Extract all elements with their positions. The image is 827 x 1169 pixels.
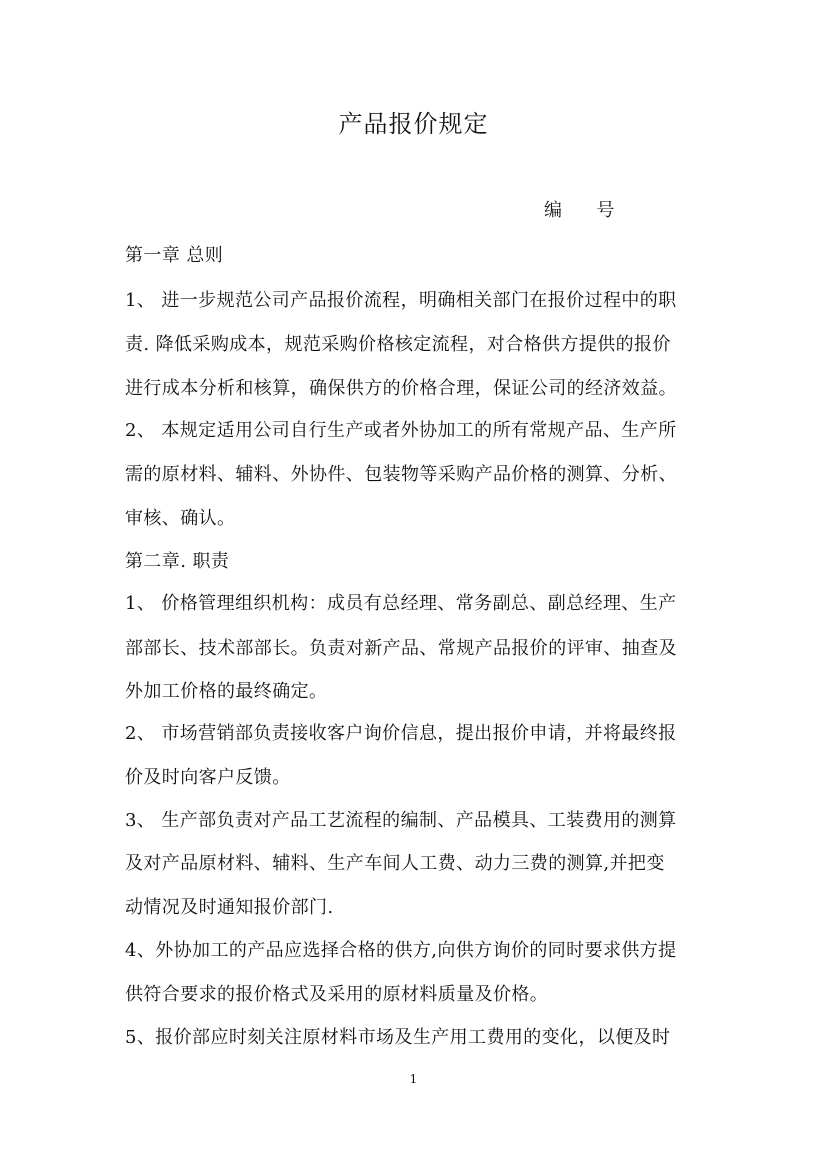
body-line: 价及时向客户反馈。 bbox=[125, 767, 291, 788]
body-line: 3、 生产部负责对产品工艺流程的编制、产品模具、工装费用的测算 bbox=[125, 810, 677, 831]
body-line: 需的原材料、辅料、外协件、包装物等采购产品价格的测算、分析、 bbox=[125, 464, 677, 485]
body-line: 审核、确认。 bbox=[125, 508, 236, 529]
body-line: 2、 本规定适用公司自行生产或者外协加工的所有常规产品、生产所 bbox=[125, 420, 677, 441]
body-line: 进行成本分析和核算，确保供方的价格合理，保证公司的经济效益。 bbox=[125, 378, 677, 399]
body-line: 及对产品原材料、辅料、生产车间人工费、动力三费的测算,并把变 bbox=[125, 853, 665, 874]
body-line: 5、报价部应时刻关注原材料市场及生产用工费用的变化，以便及时 bbox=[125, 1027, 671, 1048]
body-line: 2、 市场营销部负责接收客户询价信息，提出报价申请，并将最终报 bbox=[125, 723, 677, 744]
body-line: 责. 降低采购成本，规范采购价格核定流程，对合格供方提供的报价 bbox=[125, 334, 671, 355]
body-line: 1、 进一步规范公司产品报价流程，明确相关部门在报价过程中的职 bbox=[125, 290, 677, 311]
body-line: 1、 价格管理组织机构：成员有总经理、常务副总、副总经理、生产 bbox=[125, 593, 677, 614]
body-line: 供符合要求的报价格式及采用的原材料质量及价格。 bbox=[125, 984, 549, 1005]
page-number: 1 bbox=[409, 1072, 418, 1086]
document-code-label: 编 号 bbox=[544, 200, 615, 221]
document-title: 产品报价规定 bbox=[338, 110, 489, 138]
body-line: 4、外协加工的产品应选择合格的供方,向供方询价的同时要求供方提 bbox=[125, 940, 677, 961]
chapter-heading-2: 第二章. 职责 bbox=[125, 551, 230, 572]
body-line: 动情况及时通知报价部门. bbox=[125, 897, 334, 918]
body-line: 部部长、技术部部长。负责对新产品、常规产品报价的评审、抽查及 bbox=[125, 638, 677, 659]
body-line: 外加工价格的最终确定。 bbox=[125, 681, 328, 702]
chapter-heading-1: 第一章 总则 bbox=[125, 245, 224, 266]
